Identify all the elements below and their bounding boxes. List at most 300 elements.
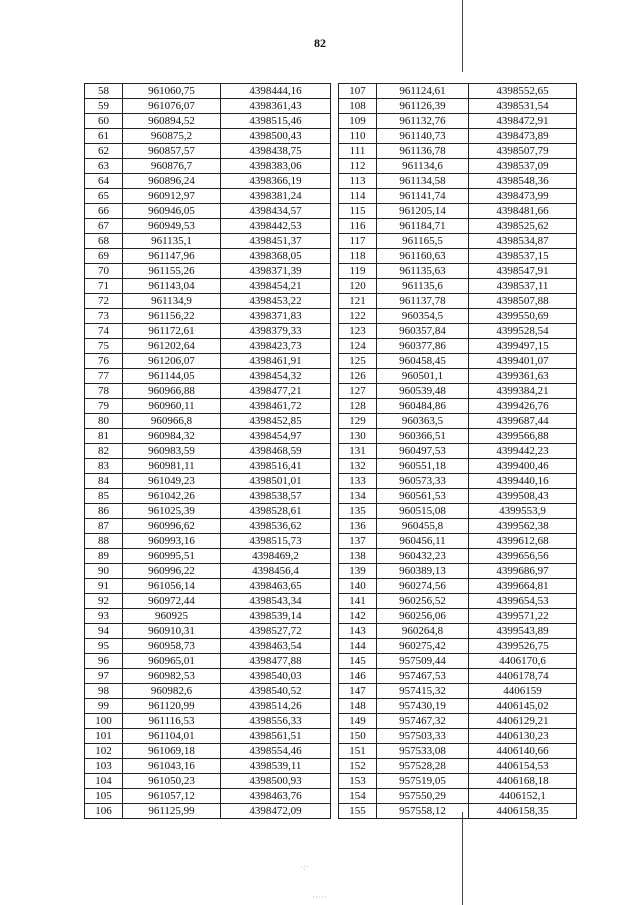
- y-coordinate-cell: 4398540,52: [221, 684, 331, 699]
- y-coordinate-cell: 4398454,97: [221, 429, 331, 444]
- table-row: [339, 369, 577, 384]
- x-coordinate-cell: 960996,62: [123, 519, 221, 534]
- table-row: [85, 669, 331, 684]
- y-coordinate-cell: 4398536,62: [221, 519, 331, 534]
- point-number-cell: 78: [85, 384, 123, 399]
- table-row: [339, 309, 577, 324]
- x-coordinate-cell: 960561,53: [377, 489, 469, 504]
- point-number-cell: 132: [339, 459, 377, 474]
- table-row: [85, 534, 331, 549]
- y-coordinate-cell: 4398537,11: [469, 279, 577, 294]
- table-row: [339, 219, 577, 234]
- y-coordinate-cell: 4398472,09: [221, 804, 331, 819]
- y-coordinate-cell: 4398461,72: [221, 399, 331, 414]
- table-row: [85, 339, 331, 354]
- y-coordinate-cell: 4399571,22: [469, 609, 577, 624]
- y-coordinate-cell: 4398528,61: [221, 504, 331, 519]
- table-row: [339, 804, 577, 819]
- point-number-cell: 128: [339, 399, 377, 414]
- y-coordinate-cell: 4398438,75: [221, 144, 331, 159]
- y-coordinate-cell: 4398456,4: [221, 564, 331, 579]
- point-number-cell: 146: [339, 669, 377, 684]
- table-row: [85, 144, 331, 159]
- y-coordinate-cell: 4398548,36: [469, 174, 577, 189]
- table-row: [85, 744, 331, 759]
- table-row: [339, 279, 577, 294]
- table-row: [339, 249, 577, 264]
- x-coordinate-cell: 961076,07: [123, 99, 221, 114]
- y-coordinate-cell: 4398451,37: [221, 234, 331, 249]
- table-row: [339, 384, 577, 399]
- x-coordinate-cell: 957467,32: [377, 714, 469, 729]
- table-row: [85, 774, 331, 789]
- x-coordinate-cell: 961141,74: [377, 189, 469, 204]
- x-coordinate-cell: 961120,99: [123, 699, 221, 714]
- point-number-cell: 65: [85, 189, 123, 204]
- x-coordinate-cell: 960432,23: [377, 549, 469, 564]
- y-coordinate-cell: 4398539,14: [221, 609, 331, 624]
- point-number-cell: 122: [339, 309, 377, 324]
- x-coordinate-cell: 960539,48: [377, 384, 469, 399]
- x-coordinate-cell: 961104,01: [123, 729, 221, 744]
- table-row: [85, 189, 331, 204]
- point-number-cell: 83: [85, 459, 123, 474]
- x-coordinate-cell: 961206,07: [123, 354, 221, 369]
- point-number-cell: 118: [339, 249, 377, 264]
- x-coordinate-cell: 960515,08: [377, 504, 469, 519]
- x-coordinate-cell: 960501,1: [377, 369, 469, 384]
- y-coordinate-cell: 4399526,75: [469, 639, 577, 654]
- point-number-cell: 142: [339, 609, 377, 624]
- table-row: [85, 519, 331, 534]
- point-number-cell: 70: [85, 264, 123, 279]
- point-number-cell: 140: [339, 579, 377, 594]
- point-number-cell: 64: [85, 174, 123, 189]
- point-number-cell: 138: [339, 549, 377, 564]
- x-coordinate-cell: 960983,59: [123, 444, 221, 459]
- x-coordinate-cell: 961140,73: [377, 129, 469, 144]
- y-coordinate-cell: 4399497,15: [469, 339, 577, 354]
- table-row: [85, 714, 331, 729]
- x-coordinate-cell: 960274,56: [377, 579, 469, 594]
- point-number-cell: 153: [339, 774, 377, 789]
- point-number-cell: 151: [339, 744, 377, 759]
- x-coordinate-cell: 960455,8: [377, 519, 469, 534]
- x-coordinate-cell: 961050,23: [123, 774, 221, 789]
- point-number-cell: 119: [339, 264, 377, 279]
- point-number-cell: 105: [85, 789, 123, 804]
- x-coordinate-cell: 961124,61: [377, 84, 469, 99]
- table-row: [339, 429, 577, 444]
- x-coordinate-cell: 960946,05: [123, 204, 221, 219]
- table-row: [85, 399, 331, 414]
- table-row: [339, 204, 577, 219]
- table-row: [85, 279, 331, 294]
- x-coordinate-cell: 960995,51: [123, 549, 221, 564]
- y-coordinate-cell: 4398525,62: [469, 219, 577, 234]
- point-number-cell: 87: [85, 519, 123, 534]
- point-number-cell: 106: [85, 804, 123, 819]
- coordinates-table-right: [338, 83, 577, 819]
- y-coordinate-cell: 4398477,21: [221, 384, 331, 399]
- y-coordinate-cell: 4398461,91: [221, 354, 331, 369]
- table-row: [85, 369, 331, 384]
- x-coordinate-cell: 960264,8: [377, 624, 469, 639]
- x-coordinate-cell: 960363,5: [377, 414, 469, 429]
- y-coordinate-cell: 4398366,19: [221, 174, 331, 189]
- y-coordinate-cell: 4406129,21: [469, 714, 577, 729]
- table-row: [85, 264, 331, 279]
- table-row: [85, 129, 331, 144]
- y-coordinate-cell: 4398434,57: [221, 204, 331, 219]
- table-row: [85, 444, 331, 459]
- table-row: [85, 639, 331, 654]
- table-row: [85, 384, 331, 399]
- y-coordinate-cell: 4398444,16: [221, 84, 331, 99]
- table-row: [339, 609, 577, 624]
- y-coordinate-cell: 4398381,24: [221, 189, 331, 204]
- point-number-cell: 90: [85, 564, 123, 579]
- y-coordinate-cell: 4399687,44: [469, 414, 577, 429]
- point-number-cell: 133: [339, 474, 377, 489]
- x-coordinate-cell: 960894,52: [123, 114, 221, 129]
- table-row: [85, 684, 331, 699]
- table-row: [339, 459, 577, 474]
- table-row: [339, 504, 577, 519]
- x-coordinate-cell: 960949,53: [123, 219, 221, 234]
- table-row: [339, 264, 577, 279]
- y-coordinate-cell: 4398361,43: [221, 99, 331, 114]
- y-coordinate-cell: 4399656,56: [469, 549, 577, 564]
- x-coordinate-cell: 961135,6: [377, 279, 469, 294]
- table-row: [339, 339, 577, 354]
- point-number-cell: 58: [85, 84, 123, 99]
- x-coordinate-cell: 960993,16: [123, 534, 221, 549]
- y-coordinate-cell: 4398540,03: [221, 669, 331, 684]
- table-row: [339, 189, 577, 204]
- point-number-cell: 113: [339, 174, 377, 189]
- x-coordinate-cell: 960982,6: [123, 684, 221, 699]
- x-coordinate-cell: 960984,32: [123, 429, 221, 444]
- table-row: [339, 174, 577, 189]
- y-coordinate-cell: 4398539,11: [221, 759, 331, 774]
- table-row: [339, 789, 577, 804]
- table-row: [85, 474, 331, 489]
- x-coordinate-cell: 961056,14: [123, 579, 221, 594]
- x-coordinate-cell: 960876,7: [123, 159, 221, 174]
- point-number-cell: 131: [339, 444, 377, 459]
- point-number-cell: 84: [85, 474, 123, 489]
- point-number-cell: 124: [339, 339, 377, 354]
- table-row: [85, 354, 331, 369]
- y-coordinate-cell: 4399361,63: [469, 369, 577, 384]
- point-number-cell: 66: [85, 204, 123, 219]
- x-coordinate-cell: 960551,18: [377, 459, 469, 474]
- x-coordinate-cell: 960996,22: [123, 564, 221, 579]
- table-row: [339, 654, 577, 669]
- point-number-cell: 114: [339, 189, 377, 204]
- y-coordinate-cell: 4399566,88: [469, 429, 577, 444]
- point-number-cell: 145: [339, 654, 377, 669]
- x-coordinate-cell: 957528,28: [377, 759, 469, 774]
- y-coordinate-cell: 4399553,9: [469, 504, 577, 519]
- table-row: [85, 159, 331, 174]
- y-coordinate-cell: 4398473,89: [469, 129, 577, 144]
- table-row: [339, 99, 577, 114]
- table-row: [85, 294, 331, 309]
- x-coordinate-cell: 960377,86: [377, 339, 469, 354]
- point-number-cell: 100: [85, 714, 123, 729]
- table-row: [85, 489, 331, 504]
- x-coordinate-cell: 961134,58: [377, 174, 469, 189]
- x-coordinate-cell: 961137,78: [377, 294, 469, 309]
- table-row: [85, 564, 331, 579]
- y-coordinate-cell: 4398501,01: [221, 474, 331, 489]
- point-number-cell: 137: [339, 534, 377, 549]
- table-row: [339, 714, 577, 729]
- point-number-cell: 134: [339, 489, 377, 504]
- x-coordinate-cell: 957558,12: [377, 804, 469, 819]
- point-number-cell: 130: [339, 429, 377, 444]
- x-coordinate-cell: 957519,05: [377, 774, 469, 789]
- y-coordinate-cell: 4398531,54: [469, 99, 577, 114]
- point-number-cell: 73: [85, 309, 123, 324]
- point-number-cell: 99: [85, 699, 123, 714]
- point-number-cell: 94: [85, 624, 123, 639]
- y-coordinate-cell: 4398527,72: [221, 624, 331, 639]
- table-row: [85, 99, 331, 114]
- y-coordinate-cell: 4398516,41: [221, 459, 331, 474]
- x-coordinate-cell: 960981,11: [123, 459, 221, 474]
- point-number-cell: 108: [339, 99, 377, 114]
- margin-rule-top: [462, 0, 463, 72]
- table-row: [85, 204, 331, 219]
- point-number-cell: 96: [85, 654, 123, 669]
- table-row: [339, 474, 577, 489]
- y-coordinate-cell: 4398469,2: [221, 549, 331, 564]
- scan-speck: ·:·: [300, 862, 309, 872]
- table-row: [339, 144, 577, 159]
- y-coordinate-cell: 4406140,66: [469, 744, 577, 759]
- point-number-cell: 97: [85, 669, 123, 684]
- point-number-cell: 150: [339, 729, 377, 744]
- y-coordinate-cell: 4398468,59: [221, 444, 331, 459]
- y-coordinate-cell: 4398500,43: [221, 129, 331, 144]
- y-coordinate-cell: 4398534,87: [469, 234, 577, 249]
- point-number-cell: 63: [85, 159, 123, 174]
- y-coordinate-cell: 4399562,38: [469, 519, 577, 534]
- table-row: [339, 399, 577, 414]
- x-coordinate-cell: 960958,73: [123, 639, 221, 654]
- point-number-cell: 152: [339, 759, 377, 774]
- x-coordinate-cell: 960966,88: [123, 384, 221, 399]
- point-number-cell: 141: [339, 594, 377, 609]
- point-number-cell: 76: [85, 354, 123, 369]
- y-coordinate-cell: 4398554,46: [221, 744, 331, 759]
- point-number-cell: 125: [339, 354, 377, 369]
- table-row: [339, 699, 577, 714]
- x-coordinate-cell: 961135,1: [123, 234, 221, 249]
- table-row: [85, 429, 331, 444]
- y-coordinate-cell: 4406168,18: [469, 774, 577, 789]
- x-coordinate-cell: 961202,64: [123, 339, 221, 354]
- point-number-cell: 110: [339, 129, 377, 144]
- point-number-cell: 116: [339, 219, 377, 234]
- point-number-cell: 82: [85, 444, 123, 459]
- y-coordinate-cell: 4398473,99: [469, 189, 577, 204]
- point-number-cell: 98: [85, 684, 123, 699]
- x-coordinate-cell: 960910,31: [123, 624, 221, 639]
- table-row: [339, 129, 577, 144]
- y-coordinate-cell: 4399612,68: [469, 534, 577, 549]
- point-number-cell: 86: [85, 504, 123, 519]
- y-coordinate-cell: 4398453,22: [221, 294, 331, 309]
- y-coordinate-cell: 4398371,83: [221, 309, 331, 324]
- table-row: [85, 114, 331, 129]
- y-coordinate-cell: 4398452,85: [221, 414, 331, 429]
- x-coordinate-cell: 960857,57: [123, 144, 221, 159]
- x-coordinate-cell: 957415,32: [377, 684, 469, 699]
- y-coordinate-cell: 4398514,26: [221, 699, 331, 714]
- point-number-cell: 91: [85, 579, 123, 594]
- x-coordinate-cell: 960966,8: [123, 414, 221, 429]
- x-coordinate-cell: 960925: [123, 609, 221, 624]
- table-row: [339, 354, 577, 369]
- x-coordinate-cell: 961126,39: [377, 99, 469, 114]
- point-number-cell: 109: [339, 114, 377, 129]
- table-row: [85, 699, 331, 714]
- y-coordinate-cell: 4398371,39: [221, 264, 331, 279]
- x-coordinate-cell: 960972,44: [123, 594, 221, 609]
- page-number: 82: [314, 36, 326, 50]
- point-number-cell: 127: [339, 384, 377, 399]
- table-row: [85, 249, 331, 264]
- y-coordinate-cell: 4398454,21: [221, 279, 331, 294]
- y-coordinate-cell: 4398463,54: [221, 639, 331, 654]
- x-coordinate-cell: 961144,05: [123, 369, 221, 384]
- point-number-cell: 107: [339, 84, 377, 99]
- margin-rule-bottom: [462, 812, 463, 905]
- y-coordinate-cell: 4398383,06: [221, 159, 331, 174]
- y-coordinate-cell: 4399426,76: [469, 399, 577, 414]
- point-number-cell: 95: [85, 639, 123, 654]
- y-coordinate-cell: 4399664,81: [469, 579, 577, 594]
- x-coordinate-cell: 957430,19: [377, 699, 469, 714]
- point-number-cell: 59: [85, 99, 123, 114]
- table-row: [85, 84, 331, 99]
- point-number-cell: 68: [85, 234, 123, 249]
- table-row: [85, 654, 331, 669]
- x-coordinate-cell: 961060,75: [123, 84, 221, 99]
- point-number-cell: 129: [339, 414, 377, 429]
- x-coordinate-cell: 961134,6: [377, 159, 469, 174]
- x-coordinate-cell: 961134,9: [123, 294, 221, 309]
- x-coordinate-cell: 961143,04: [123, 279, 221, 294]
- point-number-cell: 67: [85, 219, 123, 234]
- x-coordinate-cell: 960896,24: [123, 174, 221, 189]
- x-coordinate-cell: 961125,99: [123, 804, 221, 819]
- point-number-cell: 139: [339, 564, 377, 579]
- table-row: [85, 804, 331, 819]
- y-coordinate-cell: 4406145,02: [469, 699, 577, 714]
- x-coordinate-cell: 960357,84: [377, 324, 469, 339]
- x-coordinate-cell: 961155,26: [123, 264, 221, 279]
- x-coordinate-cell: 960982,53: [123, 669, 221, 684]
- point-number-cell: 81: [85, 429, 123, 444]
- point-number-cell: 143: [339, 624, 377, 639]
- table-row: [85, 594, 331, 609]
- table-row: [339, 729, 577, 744]
- table-row: [85, 624, 331, 639]
- y-coordinate-cell: 4398515,73: [221, 534, 331, 549]
- coordinates-table-left: [84, 83, 331, 819]
- point-number-cell: 62: [85, 144, 123, 159]
- y-coordinate-cell: 4399686,97: [469, 564, 577, 579]
- table-row: [339, 234, 577, 249]
- x-coordinate-cell: 961132,76: [377, 114, 469, 129]
- y-coordinate-cell: 4406130,23: [469, 729, 577, 744]
- y-coordinate-cell: 4398537,09: [469, 159, 577, 174]
- point-number-cell: 92: [85, 594, 123, 609]
- x-coordinate-cell: 961135,63: [377, 264, 469, 279]
- point-number-cell: 104: [85, 774, 123, 789]
- table-row: [339, 84, 577, 99]
- table-row: [339, 759, 577, 774]
- point-number-cell: 60: [85, 114, 123, 129]
- table-row: [339, 444, 577, 459]
- point-number-cell: 115: [339, 204, 377, 219]
- y-coordinate-cell: 4399442,23: [469, 444, 577, 459]
- point-number-cell: 103: [85, 759, 123, 774]
- x-coordinate-cell: 961042,26: [123, 489, 221, 504]
- point-number-cell: 80: [85, 414, 123, 429]
- table-row: [339, 549, 577, 564]
- x-coordinate-cell: 961057,12: [123, 789, 221, 804]
- table-row: [339, 519, 577, 534]
- x-coordinate-cell: 961156,22: [123, 309, 221, 324]
- point-number-cell: 75: [85, 339, 123, 354]
- y-coordinate-cell: 4399400,46: [469, 459, 577, 474]
- table-row: [85, 219, 331, 234]
- y-coordinate-cell: 4398538,57: [221, 489, 331, 504]
- table-row: [85, 234, 331, 249]
- y-coordinate-cell: 4398481,66: [469, 204, 577, 219]
- x-coordinate-cell: 960573,33: [377, 474, 469, 489]
- x-coordinate-cell: 960484,86: [377, 399, 469, 414]
- x-coordinate-cell: 960965,01: [123, 654, 221, 669]
- table-row: [339, 294, 577, 309]
- y-coordinate-cell: 4398515,46: [221, 114, 331, 129]
- point-number-cell: 121: [339, 294, 377, 309]
- table-row: [339, 534, 577, 549]
- point-number-cell: 135: [339, 504, 377, 519]
- y-coordinate-cell: 4398500,93: [221, 774, 331, 789]
- x-coordinate-cell: 960366,51: [377, 429, 469, 444]
- x-coordinate-cell: 961172,61: [123, 324, 221, 339]
- y-coordinate-cell: 4398547,91: [469, 264, 577, 279]
- y-coordinate-cell: 4399543,89: [469, 624, 577, 639]
- y-coordinate-cell: 4398507,79: [469, 144, 577, 159]
- x-coordinate-cell: 961160,63: [377, 249, 469, 264]
- scan-speck: ·····: [312, 892, 327, 902]
- point-number-cell: 111: [339, 144, 377, 159]
- point-number-cell: 69: [85, 249, 123, 264]
- y-coordinate-cell: 4398507,88: [469, 294, 577, 309]
- x-coordinate-cell: 961049,23: [123, 474, 221, 489]
- point-number-cell: 154: [339, 789, 377, 804]
- x-coordinate-cell: 961165,5: [377, 234, 469, 249]
- table-row: [85, 789, 331, 804]
